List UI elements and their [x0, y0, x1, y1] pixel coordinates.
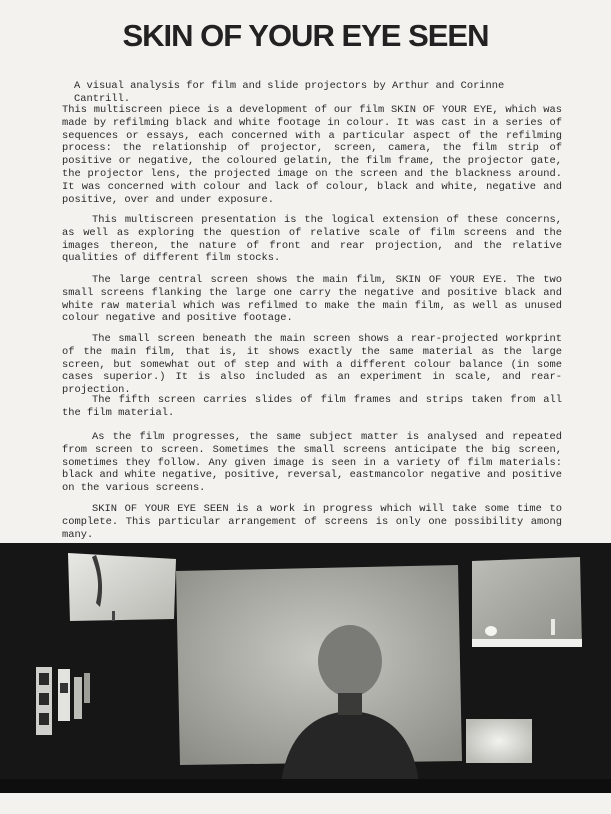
subtitle: A visual analysis for film and slide projectors by Arthur and Corinne Cantrill. — [74, 80, 505, 105]
installation-photo-drawing — [0, 543, 611, 793]
paragraph-3: The large central screen shows the main film, SKIN OF YOUR EYE. The two small screens flanking the large one carry the negative and positive black and white raw material which was refilmed to make the main film, as well as unused colour negative and positive footage. — [62, 274, 562, 325]
page-title: SKIN OF YOUR EYE SEEN — [122, 18, 489, 53]
paragraph-6: As the film progresses, the same subject matter is analysed and repeated from screen to screen. Sometimes the small screens anticipate the big screen, sometimes they follow. Any given image is seen in a variety of film materials: black and white negative, positive, reversal, eastmancolor negative and positive on the various screens. — [62, 431, 562, 495]
paragraph-4: The small screen beneath the main screen shows a rear-projected workprint of the main film, that is, it shows exactly the same material as the large screen, but somewhat out of step and with a different colour balance (in some cases superior.) It is also included as an experiment in scale, and rear-projection. — [62, 333, 562, 397]
paragraph-5: The fifth screen carries slides of film frames and strips taken from all the film material. — [62, 394, 562, 419]
lower-screen — [466, 719, 532, 763]
paragraph-1: This multiscreen piece is a development of our film SKIN OF YOUR EYE, which was made by refilming black and white footage in colour. It was cast in a series of sequences or essays, each concerned with a particular aspect of the refilming process: the relationship of projector, screen, camera, the film strip of positive or negative, the coloured gelatin, the film frame, the projector gate, the projector lens, the projected image on the screen and the blackness around. It was concerned with colour and lack of colour, black and white, negative and positive, over and under exposure. — [62, 104, 562, 206]
paragraph-2: This multiscreen presentation is the logical extension of these concerns, as well as exploring the question of relative scale of film screens and the images thereon, the nature of front and rear projection, and the relative qualities of different film stocks. — [62, 214, 562, 265]
page-bottom-margin — [0, 793, 611, 814]
left-screen — [68, 553, 176, 621]
paragraph-7: SKIN OF YOUR EYE SEEN is a work in progress which will take some time to complete. This particular arrangement of screens is only one possibility among many. — [62, 503, 562, 541]
installation-photo — [0, 543, 611, 793]
